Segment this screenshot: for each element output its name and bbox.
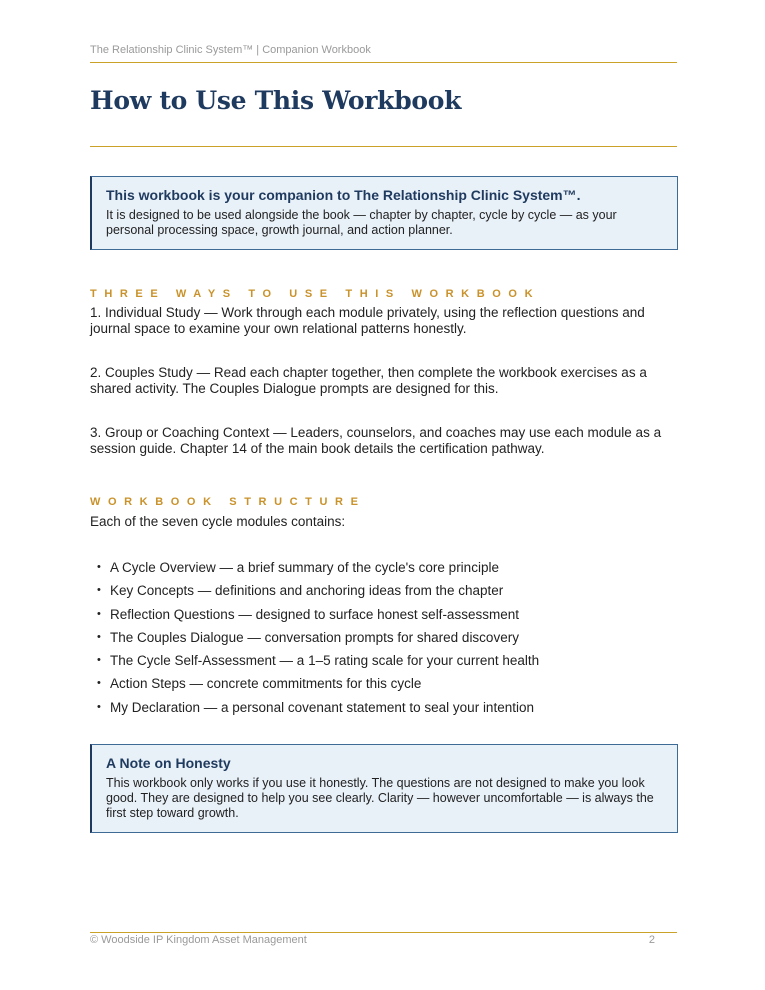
running-header: The Relationship Clinic System™ | Companion Workbook [90, 44, 677, 63]
way-item: 2. Couples Study — Read each chapter together, then complete the workbook exercises as a shared activity. The Couples Dialogue prompts are designed for this. [90, 365, 647, 396]
footer-copyright: © Woodside IP Kingdom Asset Management [90, 934, 307, 946]
list-item [90, 649, 539, 672]
honesty-callout-heading: A Note on Honesty [106, 755, 231, 771]
list-item [90, 603, 539, 626]
list-item [90, 556, 539, 579]
bullet-icon: • [97, 584, 101, 597]
honesty-callout-text: This workbook only works if you use it honestly. The questions are not designed to make you look good. They are designed to help you see clearly. Clarity — however uncomfortable — is always the first step toward growth. [106, 776, 654, 820]
list-item-text: The Couples Dialogue — conversation prompts for shared discovery [110, 629, 519, 645]
section-label-structure: WORKBOOK STRUCTURE [90, 496, 366, 508]
list-item [90, 696, 539, 719]
page-footer [90, 932, 677, 946]
structure-intro: Each of the seven cycle modules contains: [90, 514, 346, 529]
title-divider [90, 146, 677, 147]
section-label-three-ways: THREE WAYS TO USE THIS WORKBOOK [90, 288, 541, 300]
way-item: 3. Group or Coaching Context — Leaders, counselors, and coaches may use each module as a session guide. Chapter 14 of the main book details the certification pathway. [90, 425, 662, 456]
structure-bullet-list [90, 556, 539, 719]
bullet-icon: • [97, 630, 101, 643]
honesty-callout [90, 744, 678, 833]
list-item-text: Action Steps — concrete commitments for this cycle [110, 676, 422, 692]
list-item-text: The Cycle Self-Assessment — a 1–5 rating scale for your current health [110, 653, 540, 669]
list-item [90, 579, 539, 602]
list-item-text: My Declaration — a personal covenant statement to seal your intention [110, 699, 534, 715]
page-title: How to Use This Workbook [90, 86, 462, 115]
bullet-icon: • [97, 700, 101, 713]
intro-callout-heading: This workbook is your companion to The Relationship Clinic System™. [106, 187, 581, 203]
page-number: 2 [648, 934, 655, 946]
bullet-icon: • [97, 561, 101, 573]
list-item [90, 672, 539, 695]
list-item-text: Reflection Questions — designed to surface honest self-assessment [110, 606, 519, 622]
bullet-icon: • [97, 607, 101, 620]
list-item-text: A Cycle Overview — a brief summary of the cycle's core principle [110, 560, 499, 575]
way-item: 1. Individual Study — Work through each module privately, using the reflection questions and journal space to examine your own relational patterns honestly. [90, 305, 645, 336]
bullet-icon: • [97, 677, 101, 690]
intro-callout [90, 176, 678, 250]
intro-callout-text: It is designed to be used alongside the book — chapter by chapter, cycle by cycle — as your personal processing space, growth journal, and action planner. [106, 208, 617, 237]
list-item-text: Key Concepts — definitions and anchoring ideas from the chapter [110, 583, 504, 599]
list-item [90, 626, 539, 649]
bullet-icon: • [97, 654, 101, 667]
